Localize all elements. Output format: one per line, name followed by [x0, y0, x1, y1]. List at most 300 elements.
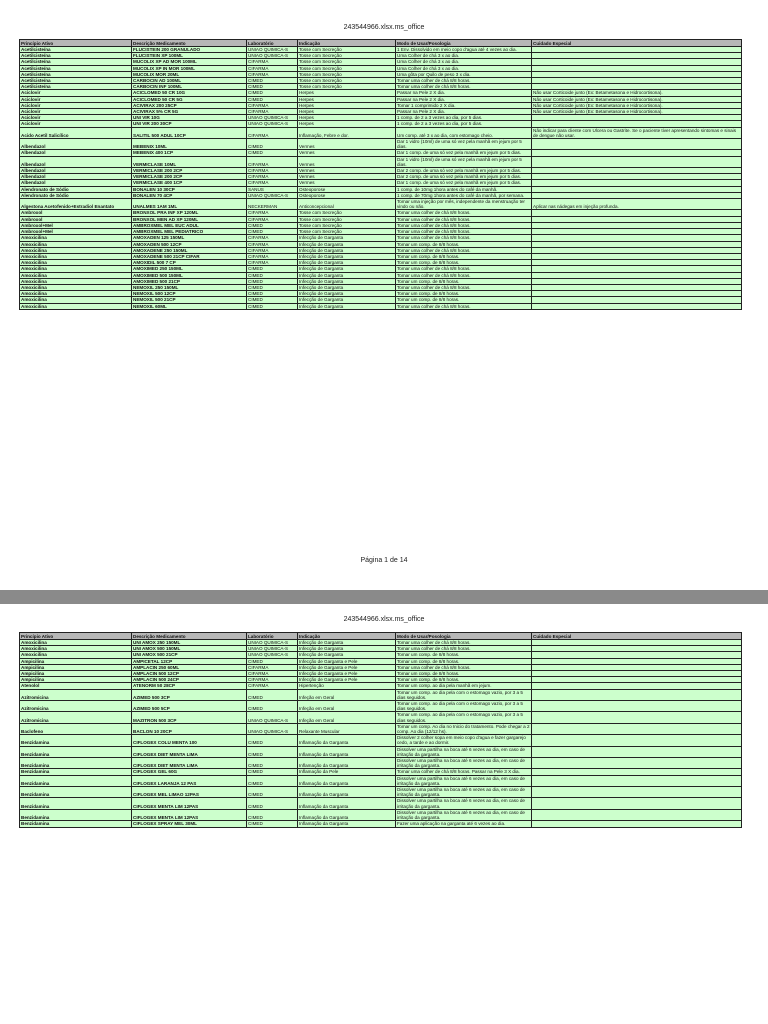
- table-cell: [532, 775, 742, 786]
- table-cell: Inflamação da Garganta: [298, 775, 396, 786]
- table-row: [20, 746, 742, 757]
- table-cell: FLUCISTEIN 200 GRANULADO: [132, 47, 247, 53]
- table-cell: Tomar um comp. ao dia pela manhã em jejum.: [396, 683, 532, 689]
- table-cell: Infecção de Garganta: [298, 253, 396, 259]
- table-cell: [532, 723, 742, 734]
- table-cell: Amoxicilina: [20, 266, 132, 272]
- table-cell: UNI AMOX 250 150ML: [132, 640, 247, 646]
- table-cell: Inflamação da Garganta: [298, 746, 396, 757]
- table-cell: [532, 735, 742, 746]
- table-cell: CIMED: [247, 272, 298, 278]
- table-cell: CIFARMA: [247, 174, 298, 180]
- table-cell: Amoxicilina: [20, 297, 132, 303]
- table-cell: UNIAO QUIMICA-S: [247, 640, 298, 646]
- table-cell: Passar na Pele 2 X dia.: [396, 96, 532, 102]
- table-cell: Uma gôta por Quilo de peso 3 x dia.: [396, 71, 532, 77]
- table-cell: AZIMED 500 3CP: [132, 689, 247, 700]
- table-cell: Infecção de Garganta: [298, 260, 396, 266]
- table-cell: Acetilcisteína: [20, 78, 132, 84]
- table-cell: Não usar Corticoide junto (Ex: Betametasona e Hidrocortisona).: [532, 96, 742, 102]
- table-cell: VERMICLASE 200 2CP: [132, 174, 247, 180]
- table-cell: Aplicar nas nádegas em injeção profunda.: [532, 199, 742, 210]
- table-cell: Infecção de Garganta e Pele: [298, 671, 396, 677]
- table-cell: CIMED: [247, 701, 298, 712]
- table-cell: Herpes: [298, 115, 396, 121]
- column-header: Princípio Ativo: [20, 633, 132, 640]
- table-cell: Benzidamina: [20, 735, 132, 746]
- document-title: 243544966.xlsx.ms_office: [343, 24, 425, 31]
- table-row: [20, 821, 742, 827]
- table-cell: Infecção de Garganta: [298, 284, 396, 290]
- table-cell: CIFLOGEX GEL 60G: [132, 769, 247, 775]
- table-cell: Tosse com Secreção: [298, 71, 396, 77]
- table-cell: 1 comp. de 2 a 3 vezes ao dia, por 5 dias.: [396, 115, 532, 121]
- medication-table: [19, 39, 742, 310]
- table-cell: Infecção de Garganta: [298, 291, 396, 297]
- table-cell: CIMED: [247, 798, 298, 809]
- table-cell: Acido Acetil Salicílico: [20, 127, 132, 138]
- table-cell: Um comp. até 3 x ao dia, com estomago cheio.: [396, 127, 532, 138]
- table-cell: Infecção de Garganta: [298, 303, 396, 309]
- table-cell: Não indicar para cliente com Ulcera ou Gastrite. Se o paciente tiver apresentando sintomas e sinais de dengue não usar.: [532, 127, 742, 138]
- table-cell: CIMED: [247, 229, 298, 235]
- table-cell: UNIAO QUIMICA-S: [247, 47, 298, 53]
- table-cell: CIFARMA: [247, 260, 298, 266]
- table-cell: CIFLOGEX MEL LIMAO 12PAS: [132, 787, 247, 798]
- table-cell: CIMED: [247, 746, 298, 757]
- table-cell: Tomar uma injeção por mês, independente da menstruação ter vindo ou não.: [396, 199, 532, 210]
- table-cell: Dissolver uma partilha na boca até 6 vezes ao dia, em caso de irritação da garganta.: [396, 746, 532, 757]
- table-cell: Amoxicilina: [20, 247, 132, 253]
- table-row: [20, 701, 742, 712]
- table-cell: Vermes: [298, 180, 396, 186]
- table-cell: CIMED: [247, 809, 298, 820]
- table-cell: Tomar uma colher de chá 8/8 horas.: [396, 210, 532, 216]
- table-cell: Infecção de Garganta: [298, 247, 396, 253]
- table-cell: Tomar um comp. de 8/8 horas.: [396, 291, 532, 297]
- table-cell: 1 comp. de 2 a 3 vezes ao dia, por 5 dias.: [396, 121, 532, 127]
- table-cell: UNI VIR 10G: [132, 115, 247, 121]
- column-header: Descrição Medicamento: [132, 633, 247, 640]
- table-cell: Uma Colher de chá 3 x ao dia.: [396, 59, 532, 65]
- table-cell: CIMED: [247, 821, 298, 827]
- table-cell: CIFLOGEX COLU MENTA 100: [132, 735, 247, 746]
- table-cell: NEMOXIL 250 150ML: [132, 284, 247, 290]
- table-cell: [532, 139, 742, 150]
- table-cell: Azitromicina: [20, 701, 132, 712]
- table-cell: Inflamação da Garganta: [298, 787, 396, 798]
- table-cell: Benzidamina: [20, 758, 132, 769]
- table-cell: Vermes: [298, 168, 396, 174]
- table-cell: UNIAO QUIMICA-S: [247, 723, 298, 734]
- table-cell: MUCOLIX XP IN MOR 100ML: [132, 65, 247, 71]
- table-cell: Benzidamina: [20, 775, 132, 786]
- table-cell: Inflamação, Febre e dor.: [298, 127, 396, 138]
- table-cell: CIFLOGEX DIET MENTA LIMA: [132, 746, 247, 757]
- table-cell: MEBENIX 400 1CP: [132, 150, 247, 156]
- table-cell: Infecção de Garganta: [298, 652, 396, 658]
- table-cell: CIFARMA: [247, 168, 298, 174]
- table-cell: Uma Colher de chá 3 x ao dia.: [396, 65, 532, 71]
- table-cell: [532, 689, 742, 700]
- table-cell: Infecção de Garganta e Pele: [298, 658, 396, 664]
- table-cell: Infecção de Garganta: [298, 640, 396, 646]
- table-cell: Vermes: [298, 150, 396, 156]
- table-cell: Amoxicilina: [20, 646, 132, 652]
- table-cell: NEMOXIL 60ML: [132, 303, 247, 309]
- table-row: [20, 199, 742, 210]
- table-cell: Aciclovir: [20, 90, 132, 96]
- table-cell: Infeção em Geral: [298, 701, 396, 712]
- table-row: [20, 798, 742, 809]
- table-cell: ACIVIRAX 5% CR 5G: [132, 109, 247, 115]
- table-cell: Infecção de Garganta: [298, 278, 396, 284]
- table-cell: Ambroxol: [20, 210, 132, 216]
- table-cell: CIFARMA: [247, 683, 298, 689]
- table-cell: SALITIL 500 ADUL 10CP: [132, 127, 247, 138]
- table-row: [20, 127, 742, 138]
- medication-table: [19, 632, 742, 828]
- table-cell: Albendazol: [20, 150, 132, 156]
- table-cell: CIFARMA: [247, 235, 298, 241]
- table-cell: Fazer uma aplicação na garganta até 6 vezes ao dia.: [396, 821, 532, 827]
- table-cell: Tomar um comp. de 8/8 horas.: [396, 278, 532, 284]
- table-row: [20, 723, 742, 734]
- table-cell: Tomar uma colher de chá 8/8 horas.: [396, 216, 532, 222]
- table-cell: Tosse com Secreção: [298, 216, 396, 222]
- table-cell: Albendazol: [20, 168, 132, 174]
- table-cell: Osteoporose: [298, 192, 396, 198]
- table-cell: Ampicilina: [20, 677, 132, 683]
- table-cell: Herpes: [298, 96, 396, 102]
- table-cell: Inflamação da Garganta: [298, 758, 396, 769]
- table-cell: Infecção de Garganta: [298, 297, 396, 303]
- table-cell: Tosse com Secreção: [298, 78, 396, 84]
- table-cell: AMBROXMEL MEL PEDIATRICO: [132, 229, 247, 235]
- table-cell: AMOXIMED 500 150ML: [132, 272, 247, 278]
- table-cell: Tomar um comp. ao dia pela com o estomago vazio, por 3 a 5 dias seguidos.: [396, 712, 532, 723]
- table-cell: UNIAO QUIMICA-S: [247, 646, 298, 652]
- document-page-2: [0, 604, 768, 1024]
- table-cell: CIMED: [247, 222, 298, 228]
- table-cell: Amoxicilina: [20, 235, 132, 241]
- table-cell: AMPLACIN 500 24CP: [132, 677, 247, 683]
- table-cell: BONALEN 10 30CP: [132, 186, 247, 192]
- table-cell: Tosse com Secreção: [298, 59, 396, 65]
- table-cell: Amoxicilina: [20, 284, 132, 290]
- table-cell: Tomar um comp. de 8/8 horas.: [396, 658, 532, 664]
- table-cell: Tosse com Secreção: [298, 229, 396, 235]
- table-cell: BRONXOL MEN AD XP 120ML: [132, 216, 247, 222]
- table-cell: Amoxicilina: [20, 272, 132, 278]
- table-cell: BACLON 10 20CP: [132, 723, 247, 734]
- table-cell: Tomar uma colher de chá 8/8 horas.: [396, 303, 532, 309]
- table-cell: Tomar uma colher de chá 8/8 horas.: [396, 229, 532, 235]
- table-cell: CIFARMA: [247, 671, 298, 677]
- column-header: Modo de Usar/Posologia: [396, 40, 532, 47]
- table-cell: Aciclovir: [20, 96, 132, 102]
- table-cell: Passar na Pele 2 X dia.: [396, 109, 532, 115]
- table-cell: AMBROXMEL MEL EUC ADUL: [132, 222, 247, 228]
- table-row: [20, 303, 742, 309]
- table-cell: Infeção em Geral: [298, 712, 396, 723]
- table-cell: Infecção de Garganta: [298, 235, 396, 241]
- table-cell: Não usar Corticoide junto (Ex: Betametasona e Hidrocortisona).: [532, 102, 742, 108]
- table-cell: Ampicilina: [20, 658, 132, 664]
- table-header-row: [20, 40, 742, 47]
- table-cell: Dissolver uma partilha na boca até 6 vezes ao dia, em caso de irritação da garganta.: [396, 758, 532, 769]
- table-cell: NECKERMAN: [247, 199, 298, 210]
- table-cell: [532, 809, 742, 820]
- table-cell: Infecção de Garganta: [298, 241, 396, 247]
- column-header: Cuidado Especial: [532, 40, 742, 47]
- table-cell: Inflamação da Garganta: [298, 798, 396, 809]
- table-cell: Dissolver uma partilha na boca até 6 vezes ao dia, em caso de irritação da garganta.: [396, 809, 532, 820]
- table-row: [20, 712, 742, 723]
- document-title: 243544966.xlsx.ms_office: [343, 616, 425, 623]
- table-cell: NEMOXIL 500 12CP: [132, 291, 247, 297]
- table-cell: Tomar uma colher de chá 8/8 horas.: [396, 284, 532, 290]
- table-cell: Tosse com Secreção: [298, 65, 396, 71]
- table-cell: AMOXADENE 250 150ML: [132, 247, 247, 253]
- table-cell: CIMED: [247, 150, 298, 156]
- table-cell: Atenolol: [20, 683, 132, 689]
- table-cell: CIMED: [247, 689, 298, 700]
- table-cell: UNIAO QUIMICA-S: [247, 192, 298, 198]
- table-cell: Tomar uma colher de chá 8/8 horas. Passar na Pele 3 X dia.: [396, 769, 532, 775]
- table-cell: MUCOLIX MOR 20ML: [132, 71, 247, 77]
- table-cell: Albendazol: [20, 156, 132, 167]
- table-cell: Tosse com Secreção: [298, 222, 396, 228]
- table-cell: Tomar um comp. de 8/8 horas.: [396, 253, 532, 259]
- table-cell: CIFLOGEX MENTA LIM 12PAS: [132, 798, 247, 809]
- table-cell: CIFARMA: [247, 109, 298, 115]
- table-cell: UNIAO QUIMICA-S: [247, 115, 298, 121]
- table-cell: Tomar uma colher de chá 8/8 horas.: [396, 222, 532, 228]
- table-cell: CIFLOGEX MENTA LIM 12PAS: [132, 809, 247, 820]
- table-cell: Inflamação da Garganta: [298, 735, 396, 746]
- table-cell: AMOXADEN 125 150ML: [132, 235, 247, 241]
- table-cell: AMOXADENE 500 21CP CIFAR: [132, 253, 247, 259]
- table-cell: Amoxicilina: [20, 640, 132, 646]
- column-header: Descrição Medicamento: [132, 40, 247, 47]
- table-cell: CIFARMA: [247, 65, 298, 71]
- table-cell: Tomar um comp. de 8/8 horas.: [396, 297, 532, 303]
- table-cell: Benzidamina: [20, 821, 132, 827]
- table-cell: NEMOXIL 500 21CP: [132, 297, 247, 303]
- table-cell: Não usar Corticoide junto (Ex: Betametasona e Hidrocortisona).: [532, 109, 742, 115]
- table-row: [20, 775, 742, 786]
- table-cell: Infecção de Garganta: [298, 266, 396, 272]
- table-cell: VERMICLASE 400 1CP: [132, 180, 247, 186]
- table-cell: CIFARMA: [247, 127, 298, 138]
- table-cell: ACIVIRAX 200 25CP: [132, 102, 247, 108]
- table-cell: CIMED: [247, 284, 298, 290]
- table-cell: Azitromicina: [20, 712, 132, 723]
- table-cell: Herpes: [298, 109, 396, 115]
- table-cell: CARBOCIN INF 100ML: [132, 84, 247, 90]
- table-cell: Benzidamina: [20, 798, 132, 809]
- table-cell: AMPLACIN 500 12CP: [132, 671, 247, 677]
- table-cell: ACICLOMED 50 CR 10G: [132, 90, 247, 96]
- table-cell: CIMED: [247, 787, 298, 798]
- table-cell: 1 comp. de 10mg 1hora antes do café da manhã.: [396, 186, 532, 192]
- table-cell: Hipertenção: [298, 683, 396, 689]
- column-header: Modo de Usar/Posologia: [396, 633, 532, 640]
- table-cell: CIMED: [247, 78, 298, 84]
- table-cell: 1 comp. de 70mg 1hora antes do café da manhã, por semana.: [396, 192, 532, 198]
- table-cell: Ambroxol: [20, 216, 132, 222]
- table-cell: Aciclovir: [20, 115, 132, 121]
- table-cell: CIMED: [247, 278, 298, 284]
- table-cell: Aciclovir: [20, 109, 132, 115]
- table-cell: Alendronato de Sódio: [20, 192, 132, 198]
- table-cell: CIFARMA: [247, 216, 298, 222]
- table-cell: Herpes: [298, 90, 396, 96]
- table-cell: CIFARMA: [247, 664, 298, 670]
- table-cell: Albendazol: [20, 139, 132, 150]
- table-cell: AMPICETAL 12CP: [132, 658, 247, 664]
- table-cell: Tomar um comp. de 8/8 horas.: [396, 652, 532, 658]
- table-cell: Baclofeno: [20, 723, 132, 734]
- table-cell: CIFARMA: [247, 241, 298, 247]
- table-cell: Tomar um comp. de 8/8 horas.: [396, 260, 532, 266]
- table-cell: CIMED: [247, 96, 298, 102]
- table-cell: [532, 701, 742, 712]
- table-cell: Tomar uma colher de chá 8/8 horas.: [396, 640, 532, 646]
- table-cell: UNI AMOX 500 150ML: [132, 646, 247, 652]
- table-cell: Benzidamina: [20, 787, 132, 798]
- table-row: [20, 139, 742, 150]
- table-cell: UNIAO QUIMICA-S: [247, 652, 298, 658]
- column-header: Cuidado Especial: [532, 633, 742, 640]
- table-cell: Albendazol: [20, 174, 132, 180]
- table-cell: Dissolver uma partilha na boca até 6 vezes ao dia, em caso de irritação da garganta.: [396, 775, 532, 786]
- table-row: [20, 735, 742, 746]
- table-cell: Inflamação da Garganta: [298, 809, 396, 820]
- table-cell: CIMED: [247, 775, 298, 786]
- table-cell: [532, 712, 742, 723]
- table-cell: [532, 821, 742, 827]
- page-footer: Página 1 de 14: [360, 557, 408, 564]
- table-cell: Amoxicilina: [20, 278, 132, 284]
- table-cell: [532, 746, 742, 757]
- table-cell: CIFARMA: [247, 253, 298, 259]
- table-cell: Acetilcisteína: [20, 53, 132, 59]
- table-cell: [532, 787, 742, 798]
- table-cell: AMOXIMED 250 150ML: [132, 266, 247, 272]
- table-cell: CIFARMA: [247, 677, 298, 683]
- table-cell: Acetilcisteína: [20, 59, 132, 65]
- table-cell: Tomar uma colher de chá 8/8 horas.: [396, 78, 532, 84]
- table-cell: Herpes: [298, 121, 396, 127]
- table-cell: SANUS: [247, 186, 298, 192]
- table-cell: [532, 156, 742, 167]
- table-cell: [532, 758, 742, 769]
- table-cell: Ampicilina: [20, 671, 132, 677]
- table-cell: UNALMES 1AM 1ML: [132, 199, 247, 210]
- table-cell: VERMICLASE 10ML: [132, 156, 247, 167]
- table-cell: Alendronato de Sódio: [20, 186, 132, 192]
- table-cell: CIFLOGEX DIET MENTA LIMA: [132, 758, 247, 769]
- table-cell: [532, 798, 742, 809]
- table-cell: Herpes: [298, 102, 396, 108]
- table-cell: VERMICLASE 200 2CP: [132, 168, 247, 174]
- table-cell: Vermes: [298, 156, 396, 167]
- table-cell: CIMED: [247, 291, 298, 297]
- table-cell: Dissolver uma partilha na boca até 6 vezes ao dia, em caso de irritação da garganta.: [396, 787, 532, 798]
- column-header: Laboratório: [247, 40, 298, 47]
- table-cell: Algestona Acetofenido+Estradiol Enantato: [20, 199, 132, 210]
- table-cell: Ampicilina: [20, 664, 132, 670]
- table-cell: Tosse com Secreção: [298, 53, 396, 59]
- table-cell: CIMED: [247, 769, 298, 775]
- table-cell: Ambroxol+Mel: [20, 229, 132, 235]
- table-cell: Dar 1 vidro (10ml) de uma só vez pela manhã em jejum por 5 dias.: [396, 139, 532, 150]
- table-cell: Tomar uma colher de chá 8/8 horas.: [396, 664, 532, 670]
- table-cell: CIFARMA: [247, 102, 298, 108]
- table-cell: Amoxicilina: [20, 291, 132, 297]
- table-cell: Tosse com Secreção: [298, 47, 396, 53]
- table-cell: Amoxicilina: [20, 303, 132, 309]
- table-cell: Vermes: [298, 139, 396, 150]
- table-cell: Tomar um comp. de 8/8 horas.: [396, 677, 532, 683]
- table-cell: MUCOLIX XP AD MOR 100ML: [132, 59, 247, 65]
- table-cell: CIFARMA: [247, 71, 298, 77]
- table-cell: Benzidamina: [20, 809, 132, 820]
- table-cell: CIFLOGEX LARANJA 12 PAS: [132, 775, 247, 786]
- table-cell: Tomar um comp. ao dia pela com o estomago vazio, por 3 a 5 dias seguidos.: [396, 701, 532, 712]
- table-cell: AMOXIDIL 500 7 CP: [132, 260, 247, 266]
- table-cell: AMOXADEN 500 12CP: [132, 241, 247, 247]
- table-cell: AMPLACIN 250 60ML: [132, 664, 247, 670]
- column-header: Laboratório: [247, 633, 298, 640]
- table-cell: UNIAO QUIMICA-S: [247, 121, 298, 127]
- table-cell: CIFARMA: [247, 247, 298, 253]
- table-cell: BONALEN 70 4CP: [132, 192, 247, 198]
- table-cell: CIMED: [247, 90, 298, 96]
- table-cell: Infecção de Garganta: [298, 272, 396, 278]
- table-cell: CIMED: [247, 266, 298, 272]
- table-cell: Anticoncepcional: [298, 199, 396, 210]
- table-row: [20, 156, 742, 167]
- table-cell: UNI VIR 200 30CP: [132, 121, 247, 127]
- table-cell: Aciclovir: [20, 102, 132, 108]
- table-cell: Acetilcisteína: [20, 47, 132, 53]
- table-cell: Tomar uma colher de chá 8/8 horas.: [396, 235, 532, 241]
- table-cell: MAZITRON 500 3CP: [132, 712, 247, 723]
- table-cell: Tomar uma colher de chá 8/8 horas.: [396, 646, 532, 652]
- table-cell: BRONXOL PRA INF XP 120ML: [132, 210, 247, 216]
- table-cell: CIFARMA: [247, 156, 298, 167]
- table-cell: CARBOCIN AD 100ML: [132, 78, 247, 84]
- table-cell: Amoxicilina: [20, 260, 132, 266]
- column-header: Indicação: [298, 633, 396, 640]
- table-row: [20, 787, 742, 798]
- table-cell: CIMED: [247, 303, 298, 309]
- table-row: [20, 758, 742, 769]
- table-cell: Tomar um comp. de 8/8 horas.: [396, 671, 532, 677]
- table-cell: AZIMED 500 5CP: [132, 701, 247, 712]
- table-cell: Acetilcisteína: [20, 71, 132, 77]
- table-cell: CIFLOGEX SPRAY MEL 30ML: [132, 821, 247, 827]
- table-cell: CIFARMA: [247, 180, 298, 186]
- table-cell: CIMED: [247, 84, 298, 90]
- table-cell: AMOXIMED 500 21CP: [132, 278, 247, 284]
- table-cell: Tomar uma colher de chá 8/8 horas.: [396, 247, 532, 253]
- column-header: Princípio Ativo: [20, 40, 132, 47]
- table-cell: Inflamação da Garganta: [298, 821, 396, 827]
